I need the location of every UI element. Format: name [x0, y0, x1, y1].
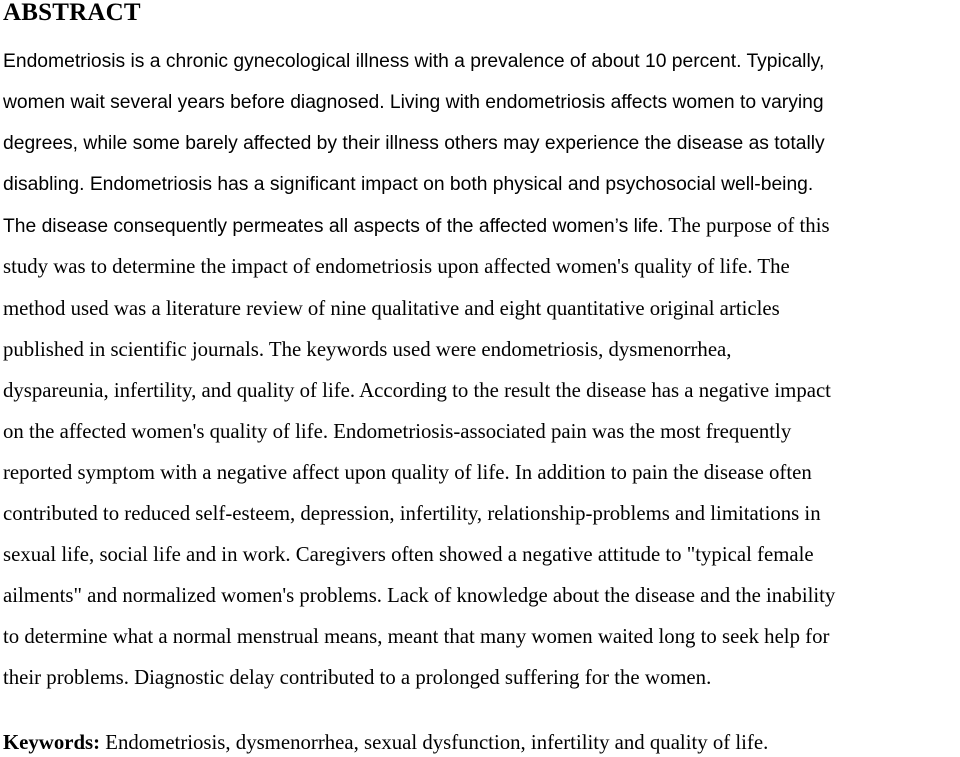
- abstract-line: their problems. Diagnostic delay contributed to a prolonged suffering for the women.: [3, 666, 712, 690]
- abstract-line: ailments" and normalized women's problems. Lack of knowledge about the disease and the inability: [3, 584, 836, 608]
- abstract-line: women wait several years before diagnosed. Living with endometriosis affects women to varying: [3, 92, 824, 114]
- abstract-line: method used was a literature review of nine qualitative and eight quantitative original articles: [3, 296, 780, 320]
- abstract-line: contributed to reduced self-esteem, depression, infertility, relationship-problems and limitations in: [3, 502, 821, 526]
- abstract-line: on the affected women's quality of life. Endometriosis-associated pain was the most frequently: [3, 419, 792, 443]
- keywords-text: Endometriosis, dysmenorrhea, sexual dysfunction, infertility and quality of life.: [100, 731, 769, 754]
- abstract-body: [3, 41, 958, 699]
- abstract-line: sexual life, social life and in work. Caregivers often showed a negative attitude to "typical female: [3, 543, 814, 567]
- abstract-page: [3, 0, 958, 754]
- abstract-line: published in scientific journals. The keywords used were endometriosis, dysmenorrhea,: [3, 337, 732, 361]
- abstract-line: disabling. Endometriosis has a significant impact on both physical and psychosocial well-being.: [3, 174, 814, 196]
- keywords-label: Keywords:: [3, 731, 101, 754]
- abstract-line: Endometriosis is a chronic gynecological illness with a prevalence of about 10 percent. Typically,: [3, 51, 825, 72]
- abstract-line: The disease consequently permeates all aspects of the affected women’s life. The purpose of this: [3, 214, 830, 238]
- abstract-line: dyspareunia, infertility, and quality of life. According to the result the disease has a negative impact: [3, 378, 831, 402]
- abstract-heading: ABSTRACT: [3, 0, 141, 26]
- keywords: [3, 730, 768, 756]
- abstract-line: reported symptom with a negative affect upon quality of life. In addition to pain the disease often: [3, 460, 812, 484]
- abstract-line: study was to determine the impact of endometriosis upon affected women's quality of life. The: [3, 255, 790, 279]
- abstract-line: degrees, while some barely affected by their illness others may experience the disease as totally: [3, 133, 825, 155]
- abstract-line: to determine what a normal menstrual means, meant that many women waited long to seek help for: [3, 625, 830, 649]
